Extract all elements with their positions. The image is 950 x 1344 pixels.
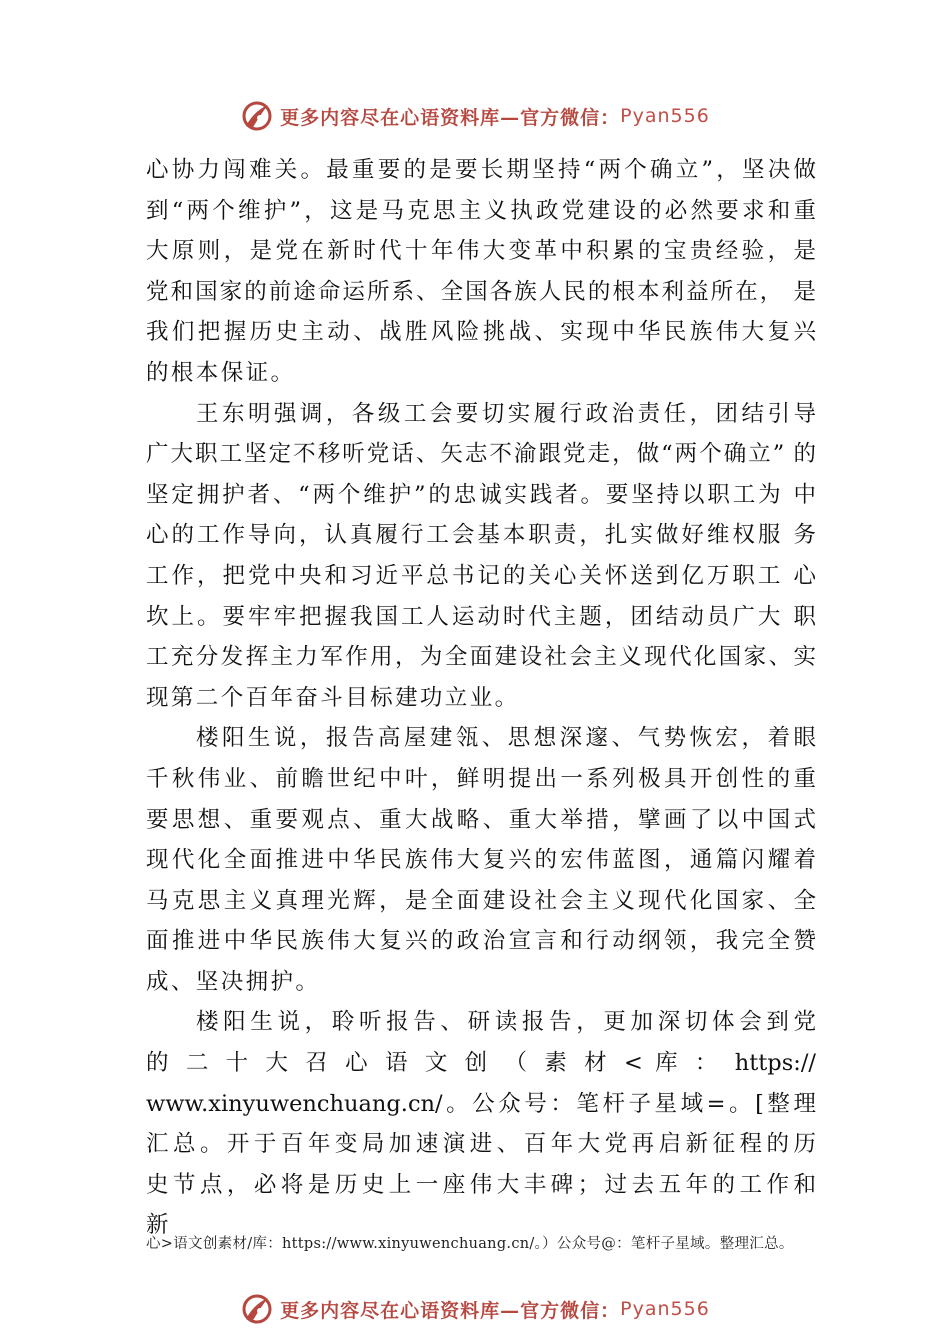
paragraph-start-line: 王东明强调，各级工会要切实履行政治责任，团结引导 [196,400,816,427]
body-line: 史节点，必将是历史上一座伟大丰碑；过去五年的工作和 [146,1171,816,1198]
body-line: 我们把握历史主动、战胜风险挑战、实现中华民族伟大复兴 [146,319,816,346]
body-line: 现代化全面推进中华民族伟大复兴的宏伟蓝图，通篇闪耀着 [146,847,816,874]
document-body [146,150,816,1246]
body-line: 广大职工坚定不移听党话、矢志不渝跟党走，做“两个确立” 的 [146,441,816,468]
body-line: 成、坚决拥护。 [146,968,321,995]
body-line: 党和国家的前途命运所系、全国各族人民的根本利益所在， 是 [146,278,816,305]
body-line: 马克思主义真理光辉，是全面建设社会主义现代化国家、全 [146,887,816,914]
body-line: 心的工作导向，认真履行工会基本职责，扎实做好维权服 务 [146,522,816,549]
banner-wechat-id: Pyan556 [620,1298,710,1320]
brush-logo-icon [240,1292,274,1326]
body-line: 工充分发挥主力军作用，为全面建设社会主义现代化国家、实 [146,644,816,671]
body-line: 汇总。开于百年变局加速演进、百年大党再启新征程的历 [146,1131,816,1158]
body-line: 的根本保证。 [146,359,296,386]
paragraph-start-line: 楼阳生说，聆听报告、研读报告，更加深切体会到党 [196,1009,816,1036]
brush-logo-icon [240,99,274,133]
body-line: 要思想、重要观点、重大战略、重大举措，擘画了以中国式 [146,806,816,833]
body-line: 大原则，是党在新时代十年伟大变革中积累的宝贵经验，是 [146,238,816,265]
footer-source-note: 心>语文创素材/库：https://www.xinyuwenchuang.cn/。）公众号@：笔杆子星域。整理汇总。 [146,1236,794,1252]
body-line: 坎上。要牢牢把握我国工人运动时代主题，团结动员广大 职 [146,603,816,630]
paragraph-start-line: 楼阳生说，报告高屋建瓴、思想深邃、气势恢宏，着眼 [196,725,816,752]
body-line: 心协力闯难关。最重要的是要长期坚持“两个确立”，坚决做 [146,157,816,183]
banner-wechat-id: Pyan556 [620,105,710,127]
body-line: 现第二个百年奋斗目标建功立业。 [146,684,520,711]
body-line: www.xinyuwenchuang.cn/。公众号：笔杆子星域=。[整理 [146,1090,816,1117]
banner-main-text: 更多内容尽在心语资料库—官方微信： [280,1299,621,1322]
banner-main-text: 更多内容尽在心语资料库—官方微信： [280,106,621,129]
footer-banner [0,1289,950,1329]
header-banner [0,96,950,136]
body-line: 新 [146,1212,171,1239]
body-line: 工作，把党中央和习近平总书记的关心关怀送到亿万职工 心 [146,562,816,589]
body-line: 面推进中华民族伟大复兴的政治宣言和行动纲领，我完全赞 [146,928,816,955]
body-line: 到“两个维护”，这是马克思主义执政党建设的必然要求和重 [146,197,816,224]
body-line: 的 二 十 大 召 心 语 文 创 （ 素 材 < 库 ： https:// [146,1050,816,1077]
body-line: 坚定拥护者、“两个维护”的忠诚实践者。要坚持以职工为 中 [146,481,816,508]
body-line: 千秋伟业、前瞻世纪中叶，鲜明提出一系列极具开创性的重 [146,765,816,792]
